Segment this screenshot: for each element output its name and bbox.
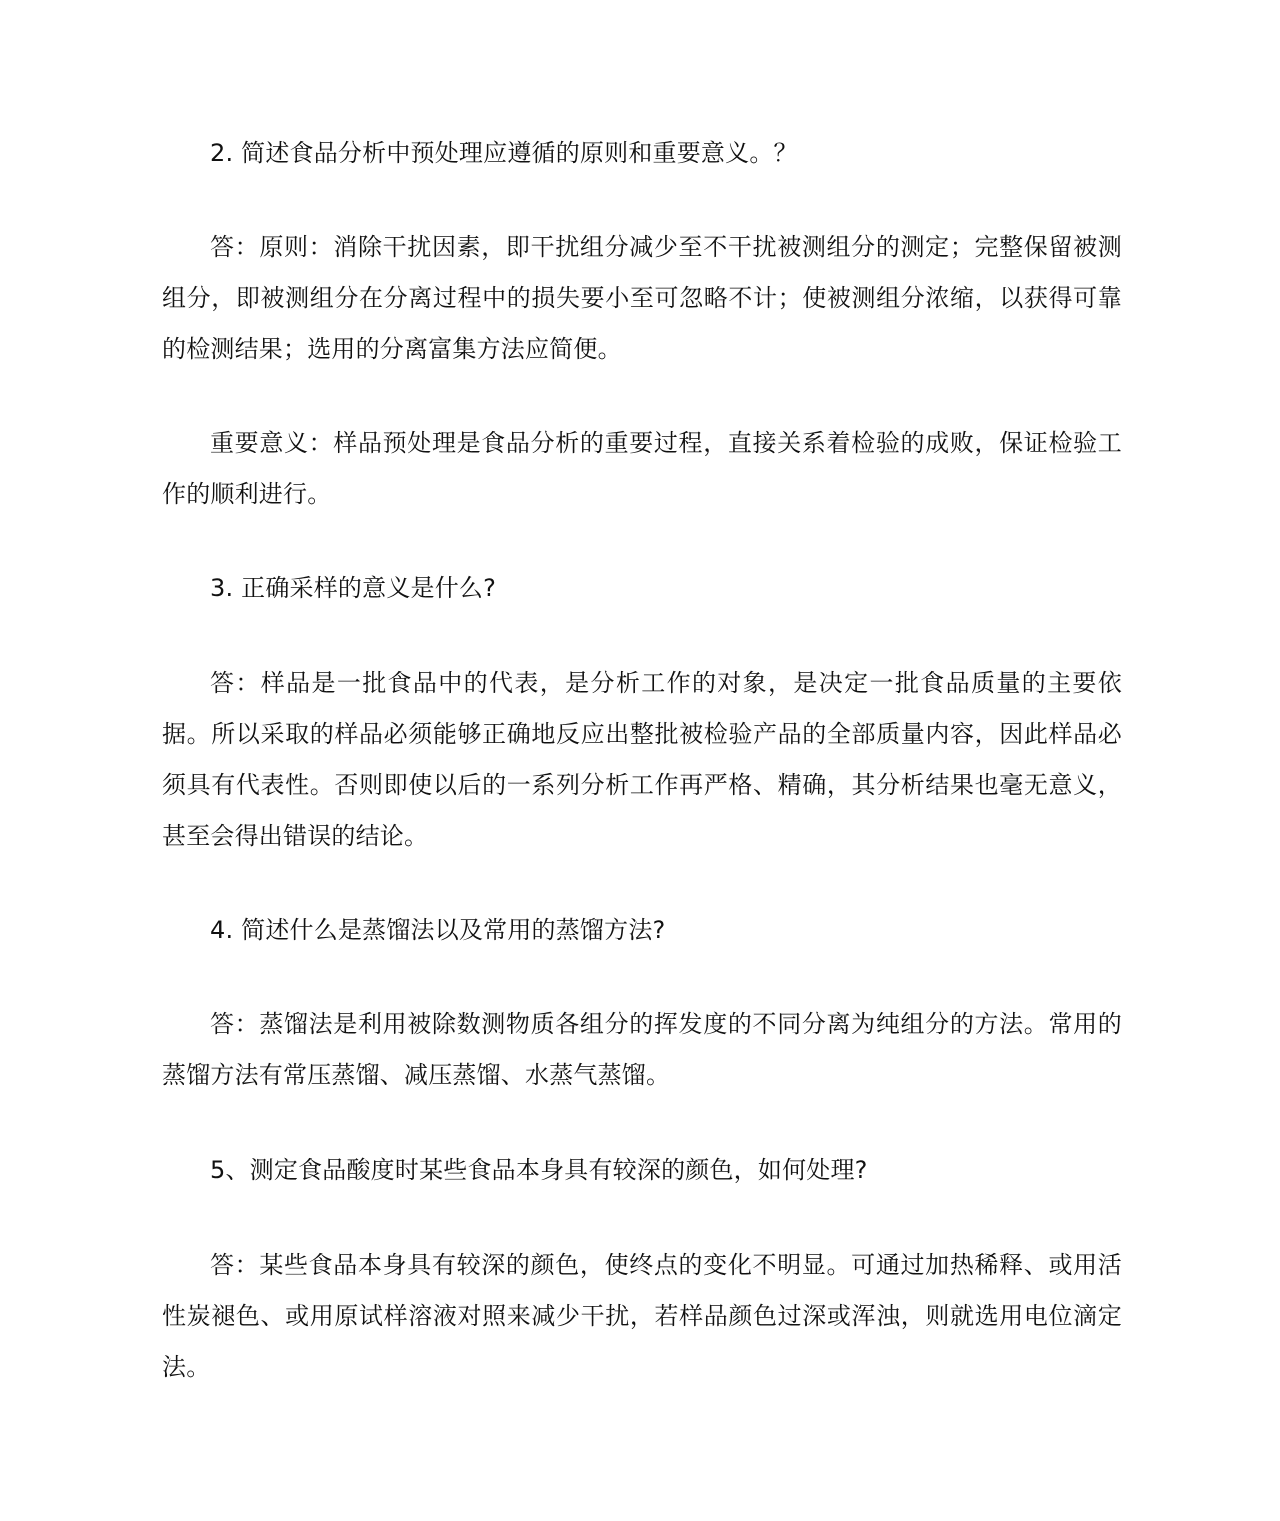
- question-2: 2. 简述食品分析中预处理应遵循的原则和重要意义。？: [210, 139, 798, 167]
- answer-4: 答：蒸馏法是利用被除数测物质各组分的挥发度的不同分离为纯组分的方法。常用的蒸馏方法有常压蒸馏、减压蒸馏、水蒸气蒸馏。: [162, 1010, 1122, 1089]
- answer-2-significance: 重要意义：样品预处理是食品分析的重要过程，直接关系着检验的成败，保证检验工作的顺利进行。: [162, 429, 1122, 508]
- question-4: 4. 简述什么是蒸馏法以及常用的蒸馏方法?: [210, 916, 666, 944]
- question-3: 3. 正确采样的意义是什么?: [210, 574, 497, 602]
- answer-5: 答：某些食品本身具有较深的颜色，使终点的变化不明显。可通过加热稀释、或用活性炭褪色、或用原试样溶液对照来减少干扰，若样品颜色过深或浑浊，则就选用电位滴定法。: [162, 1251, 1122, 1381]
- answer-2-principles: 答：原则：消除干扰因素，即干扰组分减少至不干扰被测组分的测定；完整保留被测组分，即被测组分在分离过程中的损失要小至可忽略不计；使被测组分浓缩，以获得可靠的检测结果；选用的分离富集方法应简便。: [162, 233, 1122, 363]
- question-5: 5、测定食品酸度时某些食品本身具有较深的颜色，如何处理?: [210, 1156, 868, 1184]
- answer-3: 答：样品是一批食品中的代表，是分析工作的对象，是决定一批食品质量的主要依据。所以采取的样品必须能够正确地反应出整批被检验产品的全部质量内容，因此样品必须具有代表性。否则即使以后的一系列分析工作再严格、精确，其分析结果也毫无意义，甚至会得出错误的结论。: [162, 669, 1122, 850]
